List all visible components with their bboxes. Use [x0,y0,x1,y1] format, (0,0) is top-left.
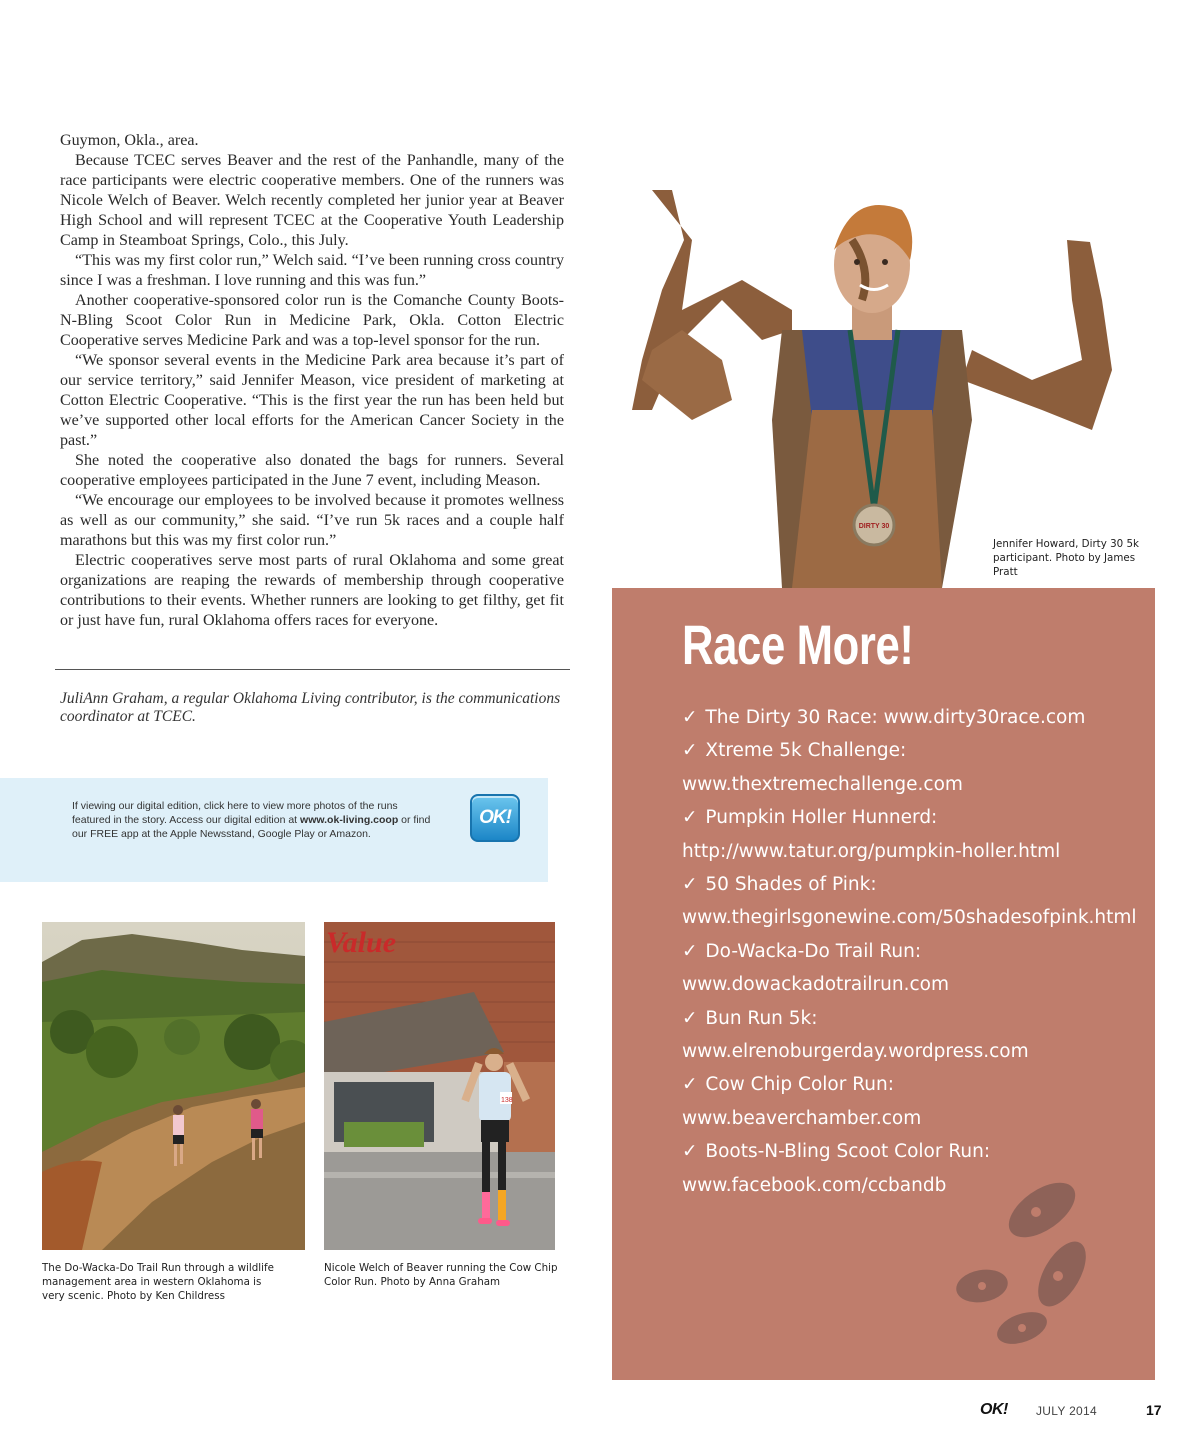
race-url-item[interactable] [682,901,1142,934]
magazine-logo: OK! [980,1401,1008,1418]
race-bib-number: 138 [501,1097,513,1104]
article-paragraph: Guymon, Okla., area. [60,132,199,149]
checkmark-icon: ✓ [682,707,698,728]
race-name-item [682,868,1142,901]
article-paragraph: Another cooperative-sponsored color run is the Comanche County Boots-N-Bling Scoot Color Run in Medicine Park, Okla. Cotton Electric Cooperative serves Medicine Park and was a top-level sponsor for the run. [60,292,564,349]
cow-chip-run-photo [324,922,555,1250]
ok-app-badge-icon[interactable]: OK! [470,794,520,842]
issue-date: JULY 2014 [1036,1404,1097,1418]
article-paragraph: Because TCEC serves Beaver and the rest of the Panhandle, many of the race participants were electric cooperative members. One of the runners was Nicole Welch of Beaver. Welch recently completed her junior year at Beaver High School and will represent TCEC at the Cooperative Youth Leadership Camp in Steamboat Springs, Colo., this July. [60,152,564,249]
race-name-item [682,1068,1142,1101]
article-paragraph: “We encourage our employees to be involved because it promotes wellness as well as our community,” she said. “I’ve run 5k races and a couple half marathons but this was my first color run.” [60,492,564,549]
checkmark-icon: ✓ [682,1007,698,1029]
race-name-item [682,1002,1142,1035]
race-line-text[interactable]: www.facebook.com/ccbandb [682,1174,947,1196]
digital-text-part: or find our FREE app at the Apple Newsstand, Google Play or Amazon. [72,814,431,840]
race-name-item [682,801,1142,834]
storefront-sign-text: Value [326,926,397,959]
race-url-item[interactable] [682,1102,1142,1135]
cow-chip-run-caption: Nicole Welch of Beaver running the Cow Chip Color Run. Photo by Anna Graham [324,1262,558,1288]
race-url-item[interactable] [682,968,1142,1001]
race-line-text: Do-Wacka-Do Trail Run: [705,940,922,962]
race-url-item[interactable] [682,768,1142,801]
race-line-text: Bun Run 5k: [705,1007,818,1029]
race-line-text: The Dirty 30 Race: www.dirty30race.com [705,707,1086,728]
sidebar-title: Race More! [682,613,914,676]
article-paragraph: She noted the cooperative also donated the bags for runners. Several cooperative employees participated in the June 7 event, including Meason. [60,452,564,489]
race-line-text: 50 Shades of Pink: [705,874,877,896]
article-paragraph: Electric cooperatives serve most parts of rural Oklahoma and some great organizations are reaping the rewards of membership through cooperative contributions to their events. Whether runners are looking to get filthy, get fit or just have fun, rural Oklahoma offers races for everyone. [60,552,564,629]
digital-edition-box[interactable] [0,778,548,882]
digital-text-part: If viewing our digital edition, click here to view more photos of the runs featured in the story. Access our digital edition at [72,800,398,826]
race-line-text: Pumpkin Holler Hunnerd: [705,807,938,829]
checkmark-icon: ✓ [682,807,698,829]
race-list [682,701,1142,1202]
race-line-text[interactable]: www.thegirlsgonewine.com/50shadesofpink.html [682,907,1137,929]
race-line-text[interactable]: www.elrenoburgerday.wordpress.com [682,1041,1029,1063]
medal-text: DIRTY 30 [858,523,890,530]
checkmark-icon: ✓ [682,1141,698,1163]
digital-edition-link[interactable]: www.ok-living.coop [300,814,399,826]
race-line-text: Cow Chip Color Run: [705,1074,894,1096]
divider-rule [55,669,570,670]
race-more-sidebar [612,588,1155,1380]
dirty-30-runner-photo [612,180,1132,588]
race-url-item[interactable] [682,835,1142,868]
race-line-text[interactable]: www.dowackadotrailrun.com [682,974,949,996]
shoe-print-icon [932,1178,1102,1358]
race-name-item [682,701,1142,734]
checkmark-icon: ✓ [682,740,698,762]
digital-edition-text [72,799,432,841]
race-line-text: Boots-N-Bling Scoot Color Run: [705,1141,991,1163]
article-body [60,131,564,631]
race-name-item [682,1135,1142,1168]
page-number: 17 [1146,1402,1162,1418]
race-name-item [682,734,1142,767]
trail-run-photo [42,922,305,1250]
article-paragraph: “This was my first color run,” Welch said. “I’ve been running cross country since I was a freshman. I love running and this was fun.” [60,252,564,289]
race-line-text[interactable]: www.thextremechallenge.com [682,773,963,795]
checkmark-icon: ✓ [682,1074,698,1096]
race-line-text[interactable]: http://www.tatur.org/pumpkin-holler.html [682,840,1061,862]
author-byline: JuliAnn Graham, a regular Oklahoma Living contributor, is the communications coordinator at TCEC. [60,690,561,725]
checkmark-icon: ✓ [682,940,698,962]
race-line-text: Xtreme 5k Challenge: [705,740,907,762]
trail-run-caption: The Do-Wacka-Do Trail Run through a wildlife management area in western Oklahoma is very scenic. Photo by Ken Childress [42,1262,274,1302]
race-url-item[interactable] [682,1035,1142,1068]
checkmark-icon: ✓ [682,874,698,896]
race-line-text[interactable]: www.beaverchamber.com [682,1107,922,1129]
race-name-item [682,935,1142,968]
main-photo-caption: Jennifer Howard, Dirty 30 5k participant. Photo by James Pratt [993,538,1139,578]
article-paragraph: “We sponsor several events in the Medicine Park area because it’s part of our service territory,” said Jennifer Meason, vice president of marketing at Cotton Electric Cooperative. “This is the first year the run has been held but we’ve supported other local efforts for the American Cancer Society in the past.” [60,352,564,449]
